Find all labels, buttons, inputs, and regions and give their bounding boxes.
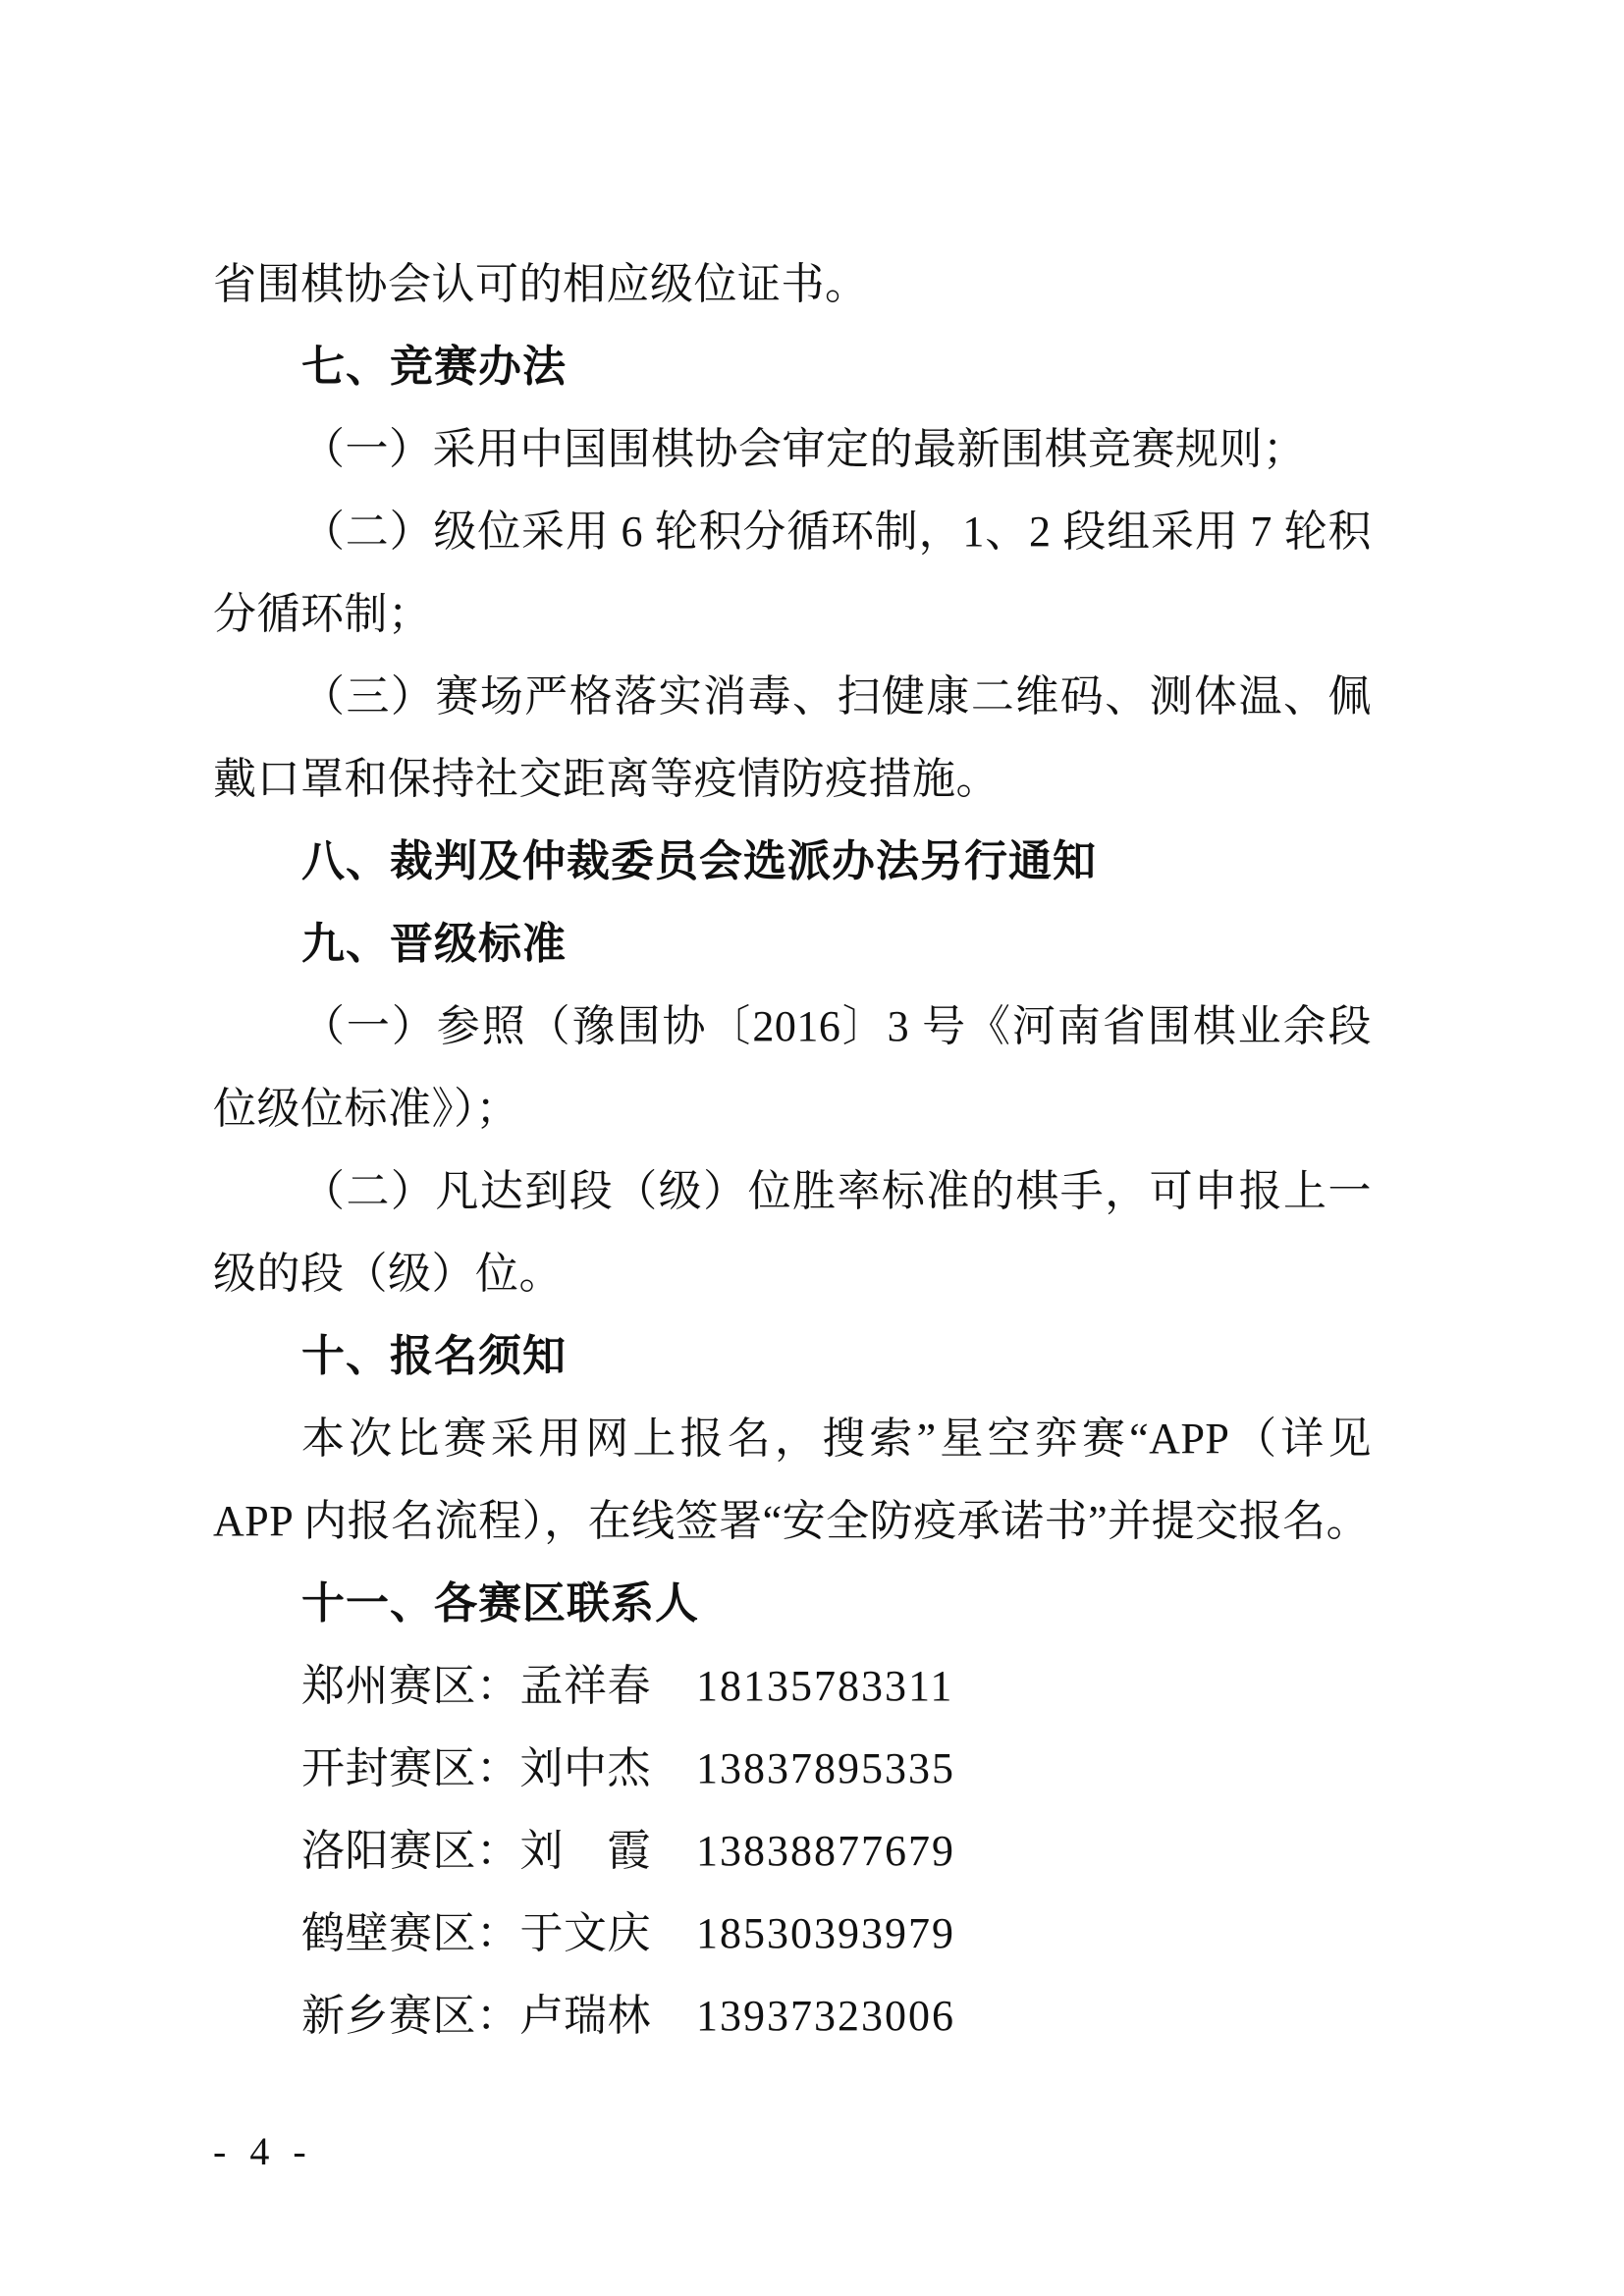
list-paragraph: （二）级位采用 6 轮积分循环制，1、2 段组采用 7 轮积分循环制； (213, 507, 1372, 638)
contact-region: 开封赛区 (301, 1744, 476, 1792)
contact-name: 刘 霞 (519, 1827, 651, 1875)
section-heading-7: 七、竞赛办法 (301, 343, 567, 391)
contact-region: 鹤壁赛区 (301, 1909, 476, 1957)
contact-row (213, 1975, 1372, 2057)
contact-name: 卢瑞林 (519, 1992, 651, 2040)
section-heading-11: 十一、各赛区联系人 (301, 1579, 699, 1628)
contact-name: 于文庆 (519, 1909, 651, 1957)
list-paragraph: （三）赛场严格落实消毒、扫健康二维码、测体温、佩戴口罩和保持社交距离等疫情防疫措施。 (213, 672, 1372, 803)
contact-colon: ： (476, 1909, 520, 1957)
document-body (213, 243, 1372, 2057)
contact-phone: 18530393979 (696, 1909, 955, 1957)
contact-phone: 18135783311 (696, 1662, 954, 1710)
contact-label (301, 1645, 696, 1728)
section-heading-9: 九、晋级标准 (301, 920, 567, 968)
contact-label (301, 1728, 696, 1810)
contact-phone: 13937323006 (696, 1992, 955, 2040)
contact-colon: ： (476, 1827, 520, 1875)
list-paragraph: （一）采用中国围棋协会审定的最新围棋竞赛规则； (301, 425, 1307, 473)
contact-phone: 13837895335 (696, 1744, 955, 1792)
contact-region: 新乡赛区 (301, 1992, 476, 2040)
contact-name: 刘中杰 (519, 1744, 651, 1792)
contact-name: 孟祥春 (519, 1662, 651, 1710)
contact-label (301, 1810, 696, 1893)
contact-phone: 13838877679 (696, 1827, 955, 1875)
section-heading-8: 八、裁判及仲裁委员会选派办法另行通知 (301, 837, 1097, 885)
contact-row (213, 1728, 1372, 1810)
section-heading-10: 十、报名须知 (301, 1332, 567, 1380)
body-paragraph: 本次比赛采用网上报名，搜索”星空弈赛“APP（详见 APP 内报名流程），在线签署“安全防疫承诺书”并提交报名。 (213, 1415, 1372, 1545)
contact-colon: ： (476, 1744, 520, 1792)
contact-colon: ： (476, 1992, 520, 2040)
contact-row (213, 1810, 1372, 1893)
list-paragraph: （二）凡达到段（级）位胜率标准的棋手，可申报上一级的段（级）位。 (213, 1167, 1372, 1298)
contact-colon: ： (476, 1662, 520, 1710)
list-paragraph: （一）参照（豫围协〔2016〕3 号《河南省围棋业余段位级位标准》）； (213, 1002, 1372, 1133)
contact-region: 郑州赛区 (301, 1662, 476, 1710)
contact-label (301, 1975, 696, 2057)
contact-label (301, 1893, 696, 1975)
contact-row (213, 1645, 1372, 1728)
body-text-line: 省围棋协会认可的相应级位证书。 (213, 260, 869, 308)
contact-row (213, 1893, 1372, 1975)
contact-region: 洛阳赛区 (301, 1827, 476, 1875)
page-number: - 4 - (213, 2129, 313, 2173)
